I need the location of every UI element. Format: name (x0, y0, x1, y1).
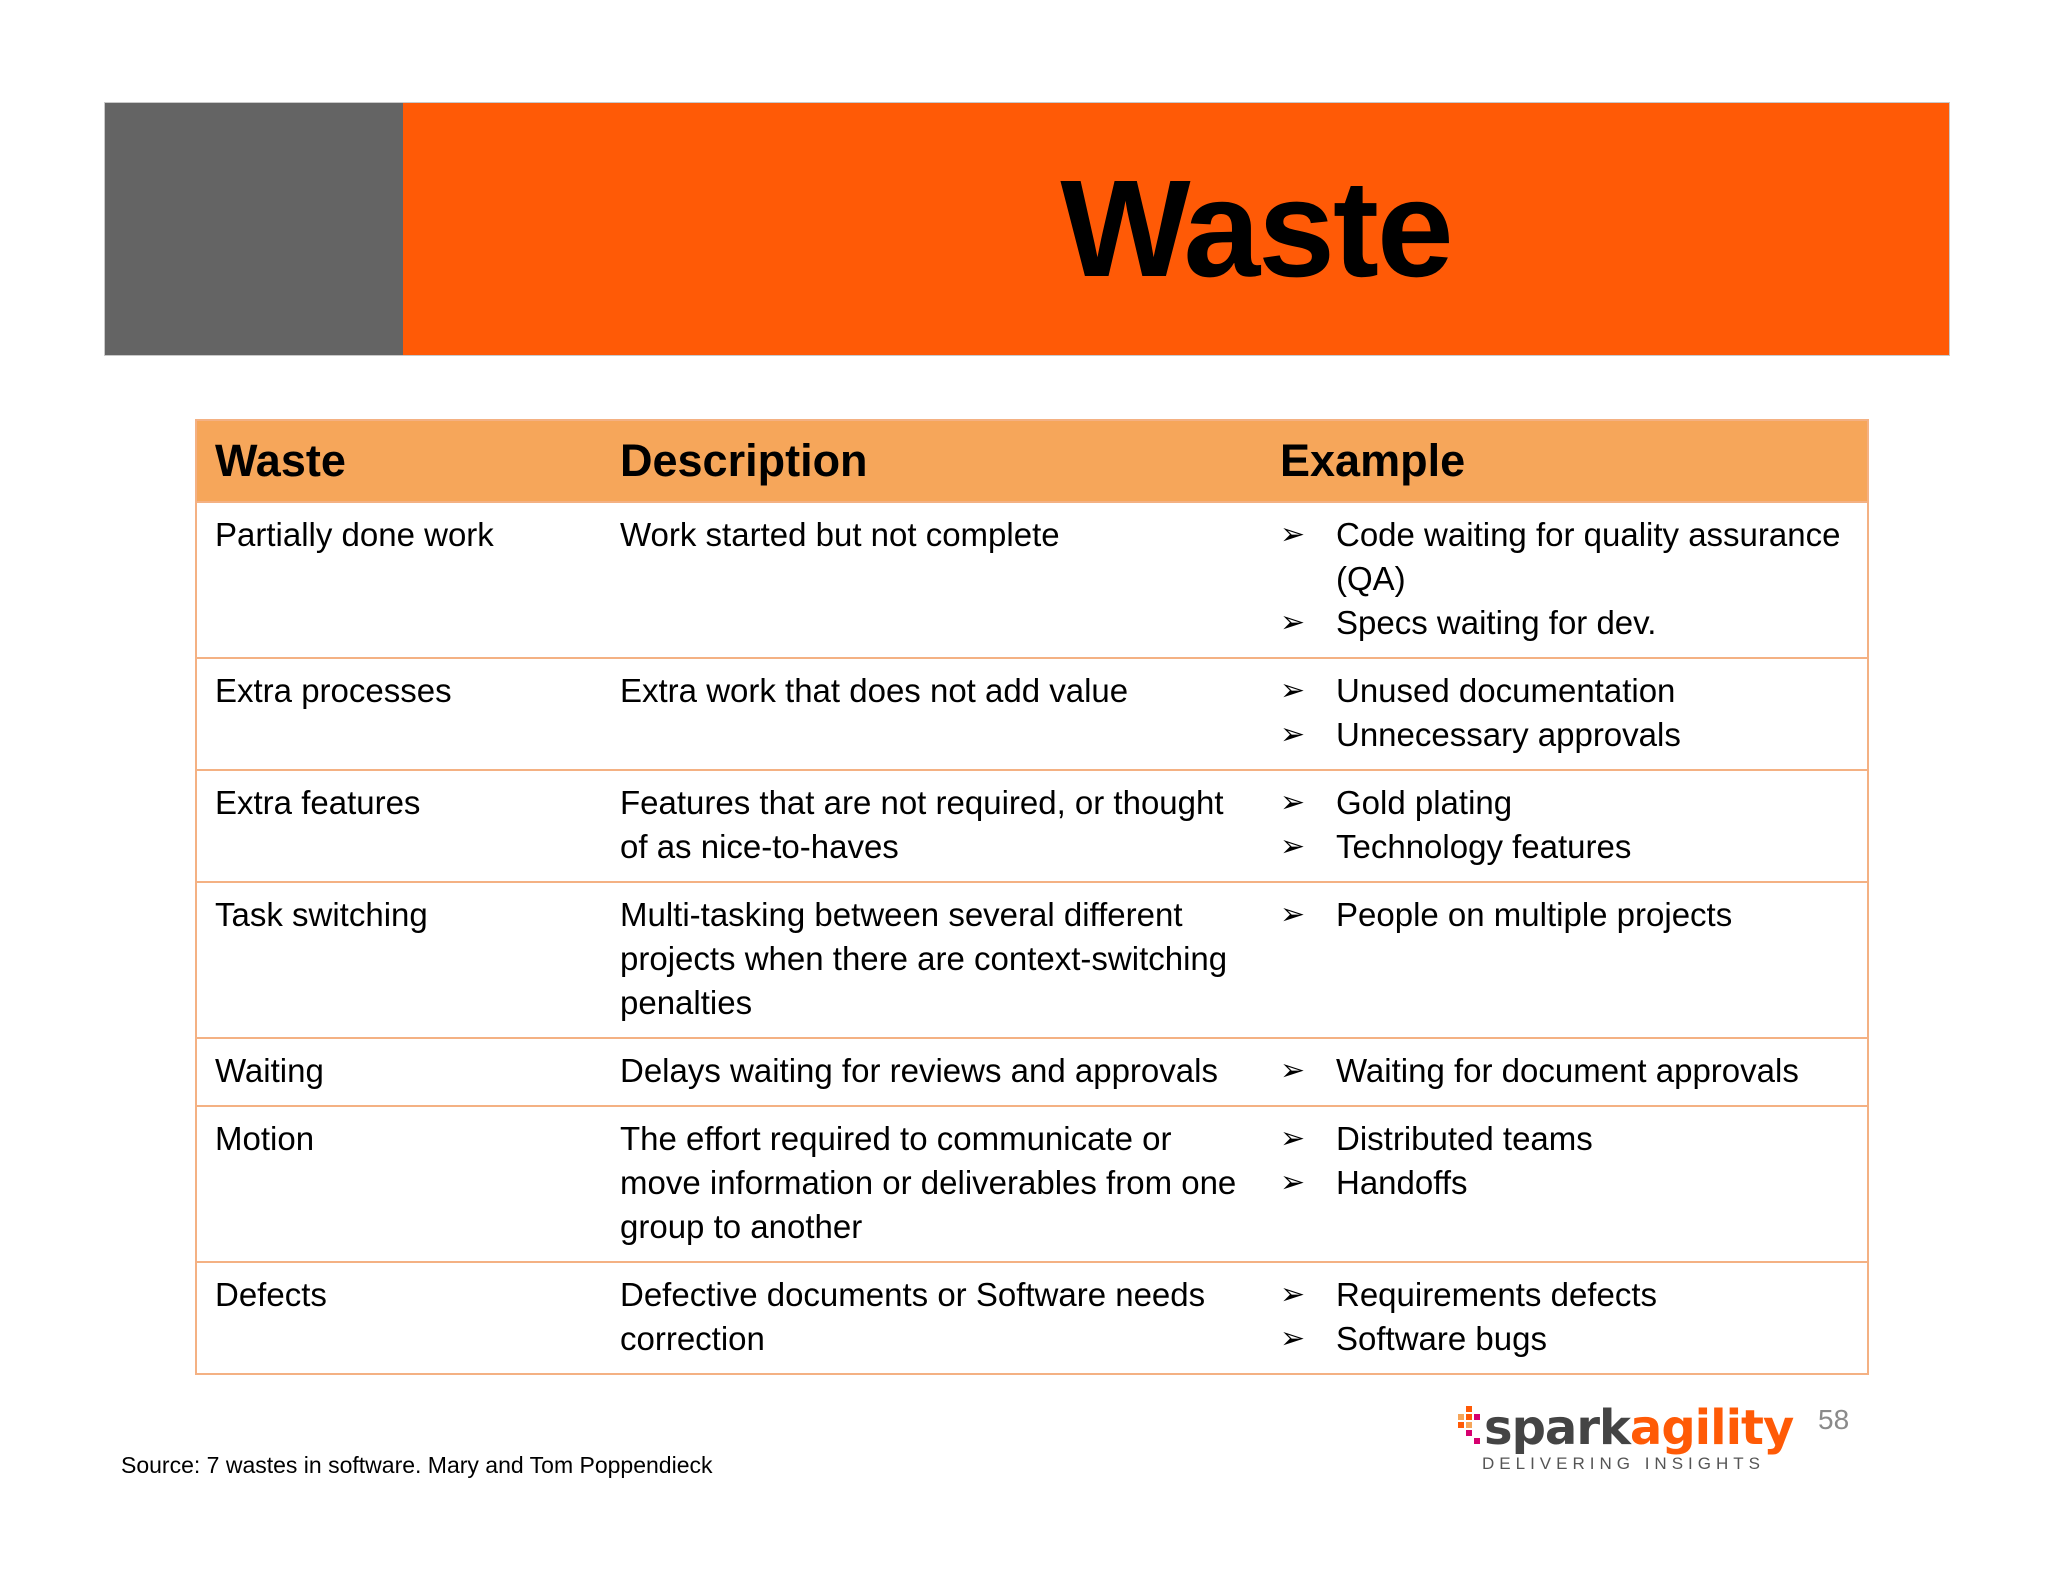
cell-description: Multi-tasking between several different projects when there are context-switching penalties (602, 882, 1262, 1038)
list-item (1280, 713, 1857, 757)
example-text: Unnecessary approvals (1336, 716, 1681, 753)
arrow-bullet-icon: ➢ (1280, 830, 1306, 863)
arrow-bullet-icon: ➢ (1280, 674, 1306, 707)
logo-word-agility: agility (1629, 1400, 1794, 1456)
sparkagility-logo (1458, 1400, 1798, 1480)
example-text: Software bugs (1336, 1320, 1547, 1357)
list-item (1280, 1117, 1857, 1161)
list-item (1280, 601, 1857, 645)
example-text: Code waiting for quality assurance (QA) (1336, 516, 1841, 597)
example-list (1280, 1273, 1857, 1361)
title-orange-block (403, 103, 1949, 355)
cell-waste: Motion (196, 1106, 602, 1262)
cell-examples (1262, 502, 1868, 658)
arrow-bullet-icon: ➢ (1280, 518, 1306, 551)
list-item (1280, 1049, 1857, 1093)
list-item (1280, 825, 1857, 869)
arrow-bullet-icon: ➢ (1280, 718, 1306, 751)
header-waste: Waste (196, 420, 602, 502)
logo-wordmark (1484, 1400, 1793, 1456)
title-banner (104, 102, 1950, 356)
cell-examples (1262, 658, 1868, 770)
arrow-bullet-icon: ➢ (1280, 1054, 1306, 1087)
cell-examples (1262, 882, 1868, 1038)
example-list (1280, 513, 1857, 645)
slide-title: Waste (1060, 151, 1452, 306)
arrow-bullet-icon: ➢ (1280, 898, 1306, 931)
arrow-bullet-icon: ➢ (1280, 606, 1306, 639)
example-list (1280, 669, 1857, 757)
list-item (1280, 1317, 1857, 1361)
cell-waste: Defects (196, 1262, 602, 1374)
arrow-bullet-icon: ➢ (1280, 1278, 1306, 1311)
list-item (1280, 1161, 1857, 1205)
table-row (196, 1106, 1868, 1262)
cell-description: Delays waiting for reviews and approvals (602, 1038, 1262, 1106)
header-example: Example (1262, 420, 1868, 502)
arrow-bullet-icon: ➢ (1280, 1122, 1306, 1155)
cell-waste: Task switching (196, 882, 602, 1038)
cell-waste: Waiting (196, 1038, 602, 1106)
example-text: Specs waiting for dev. (1336, 604, 1657, 641)
table-header-row (196, 420, 1868, 502)
list-item (1280, 1273, 1857, 1317)
cell-waste: Partially done work (196, 502, 602, 658)
logo-word-spark: spark (1484, 1400, 1630, 1456)
example-list (1280, 781, 1857, 869)
example-text: Requirements defects (1336, 1276, 1657, 1313)
cell-description: Work started but not complete (602, 502, 1262, 658)
table-row (196, 1038, 1868, 1106)
header-description: Description (602, 420, 1262, 502)
cell-description: The effort required to communicate or move information or deliverables from one group to another (602, 1106, 1262, 1262)
list-item (1280, 781, 1857, 825)
example-list (1280, 1049, 1857, 1093)
table-row (196, 1262, 1868, 1374)
example-list (1280, 893, 1857, 937)
waste-table (195, 419, 1869, 1375)
arrow-bullet-icon: ➢ (1280, 1322, 1306, 1355)
table-row (196, 882, 1868, 1038)
logo-tagline: DELIVERING INSIGHTS (1482, 1454, 1765, 1473)
list-item (1280, 669, 1857, 713)
cell-description: Extra work that does not add value (602, 658, 1262, 770)
example-text: Gold plating (1336, 784, 1513, 821)
logo-pixel-mark-icon (1458, 1406, 1484, 1452)
example-text: Distributed teams (1336, 1120, 1593, 1157)
table-row (196, 658, 1868, 770)
cell-examples (1262, 1262, 1868, 1374)
cell-waste: Extra features (196, 770, 602, 882)
table-row (196, 502, 1868, 658)
table-row (196, 770, 1868, 882)
example-text: Unused documentation (1336, 672, 1676, 709)
cell-examples (1262, 770, 1868, 882)
cell-examples (1262, 1038, 1868, 1106)
example-list (1280, 1117, 1857, 1205)
list-item (1280, 893, 1857, 937)
cell-examples (1262, 1106, 1868, 1262)
example-text: People on multiple projects (1336, 896, 1733, 933)
cell-description: Defective documents or Software needs correction (602, 1262, 1262, 1374)
cell-description: Features that are not required, or thought of as nice-to-haves (602, 770, 1262, 882)
example-text: Technology features (1336, 828, 1632, 865)
page-number: 58 (1818, 1404, 1850, 1435)
arrow-bullet-icon: ➢ (1280, 786, 1306, 819)
list-item (1280, 513, 1857, 601)
title-gray-block (105, 103, 403, 355)
example-text: Handoffs (1336, 1164, 1468, 1201)
cell-waste: Extra processes (196, 658, 602, 770)
example-text: Waiting for document approvals (1336, 1052, 1799, 1089)
arrow-bullet-icon: ➢ (1280, 1166, 1306, 1199)
source-citation: Source: 7 wastes in software. Mary and Tom Poppendieck (121, 1452, 713, 1478)
